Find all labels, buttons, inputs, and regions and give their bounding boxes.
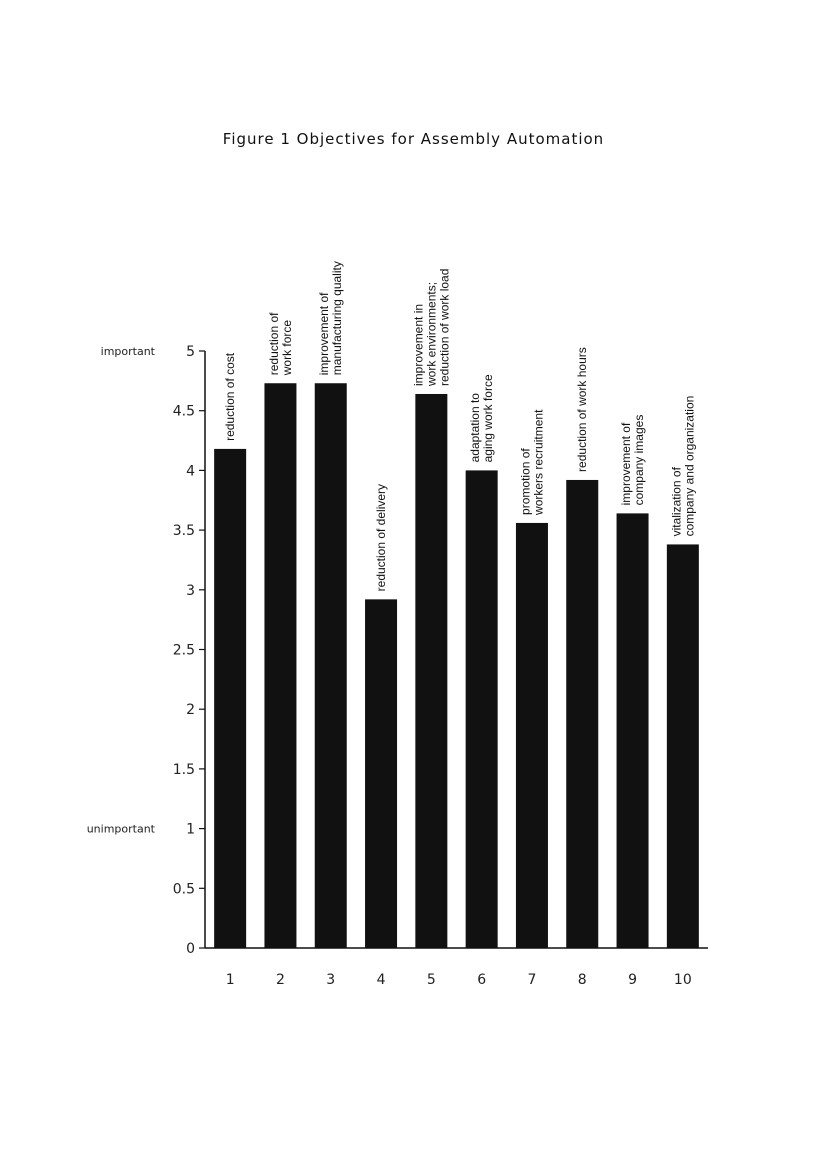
y-tick-label: 2 xyxy=(186,702,195,719)
x-tick-label: 3 xyxy=(326,972,336,988)
bar-label: reduction of cost xyxy=(223,352,238,441)
bar-label: company and organization xyxy=(682,395,697,537)
x-tick-label: 5 xyxy=(426,972,436,988)
bar xyxy=(315,383,347,948)
chart-title: Figure 1 Objectives for Assembly Automation xyxy=(222,130,605,148)
x-tick-label: 2 xyxy=(275,972,285,988)
x-tick-label: 7 xyxy=(527,972,537,988)
bar xyxy=(214,449,246,948)
bar-label: reduction of work load xyxy=(437,268,452,386)
bar-label: vitalization of xyxy=(669,467,684,537)
bar-label: workers recruitment xyxy=(531,409,546,515)
bar xyxy=(466,470,498,948)
y-tick-label: 1.5 xyxy=(172,761,195,778)
bar-label: reduction of delivery xyxy=(374,483,389,592)
bar-label: improvement of xyxy=(317,292,332,376)
bar xyxy=(617,513,649,948)
bar-label: improvement of xyxy=(619,422,634,506)
bar-label: reduction of work hours xyxy=(575,347,590,472)
y-tick-label: 4 xyxy=(186,463,195,480)
x-tick-label: 8 xyxy=(577,972,587,988)
bar-label: company images xyxy=(632,414,647,506)
y-tick-label: 2.5 xyxy=(172,642,195,659)
bar xyxy=(566,480,598,948)
y-tick-label: 0 xyxy=(186,941,195,957)
x-tick-label: 9 xyxy=(628,972,638,988)
y-side-label: unimportant xyxy=(86,822,155,836)
bar xyxy=(415,394,447,948)
bar-label: adaptation to xyxy=(468,392,483,463)
y-tick-label: 1 xyxy=(186,821,195,838)
bar xyxy=(667,544,699,948)
y-tick-label: 0.5 xyxy=(172,881,195,898)
y-tick-label: 3 xyxy=(186,582,195,599)
bar-label: reduction of xyxy=(266,312,281,376)
bar-label: promotion of xyxy=(518,448,533,515)
x-tick-label: 6 xyxy=(477,972,487,988)
bar xyxy=(365,599,397,948)
bar xyxy=(264,383,296,948)
y-tick-label: 4.5 xyxy=(172,403,195,420)
y-tick-label: 5 xyxy=(186,344,195,360)
bar xyxy=(516,523,548,948)
bar-label: aging work force xyxy=(481,374,496,463)
y-tick-label: 3.5 xyxy=(172,523,195,540)
bar-label: manufacturing quality xyxy=(330,261,345,376)
y-side-label: important xyxy=(100,345,155,358)
bar-label: work force xyxy=(279,319,294,376)
x-tick-label: 4 xyxy=(376,972,386,988)
bar-label: improvement in xyxy=(411,303,426,386)
x-tick-label: 10 xyxy=(673,972,692,988)
x-tick-label: 1 xyxy=(225,972,235,988)
bar-label: work environments; xyxy=(424,281,439,386)
